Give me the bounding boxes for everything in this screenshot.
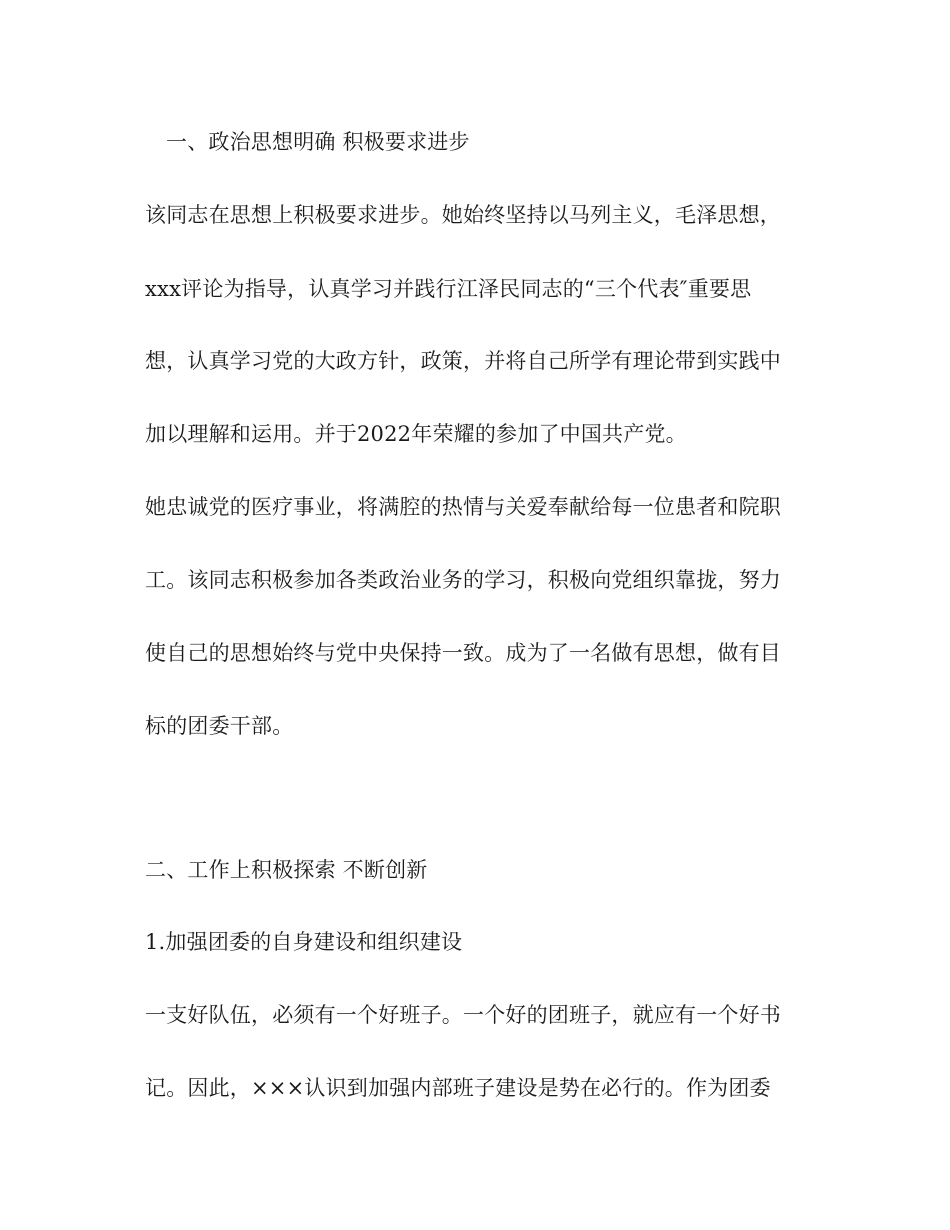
paragraph-line: 标的团委干部。 bbox=[145, 714, 294, 738]
paragraph-line: 加以理解和运用。并于2022年荣耀的参加了中国共产党。 bbox=[145, 422, 687, 446]
section2-heading: 二、工作上积极探索 不断创新 bbox=[145, 858, 428, 882]
paragraph-line: 她忠诚党的医疗事业，将满腔的热情与关爱奉献给每一位患者和院职 bbox=[145, 495, 781, 519]
section1-heading: 一、政治思想明确 积极要求进步 bbox=[166, 130, 470, 154]
paragraph-line: 记。因此，×××认识到加强内部班子建设是势在必行的。作为团委 bbox=[145, 1076, 771, 1100]
paragraph-line: 一支好队伍，必须有一个好班子。一个好的团班子，就应有一个好书 bbox=[145, 1003, 781, 1027]
paragraph-line: xxx评论为指导，认真学习并践行江泽民同志的“三个代表″重要思 bbox=[145, 277, 752, 301]
paragraph-line: 使自己的思想始终与党中央保持一致。成为了一名做有思想，做有目 bbox=[145, 641, 781, 665]
paragraph-line: 工。该同志积极参加各类政治业务的学习，积极向党组织靠拢，努力 bbox=[145, 568, 781, 592]
paragraph-line: 想，认真学习党的大政方针，政策，并将自己所学有理论带到实践中 bbox=[145, 349, 781, 373]
paragraph-line: 该同志在思想上积极要求进步。她始终坚持以马列主义，毛泽思想， bbox=[145, 203, 781, 227]
section2-subheading: 1.加强团委的自身建设和组织建设 bbox=[145, 930, 463, 954]
